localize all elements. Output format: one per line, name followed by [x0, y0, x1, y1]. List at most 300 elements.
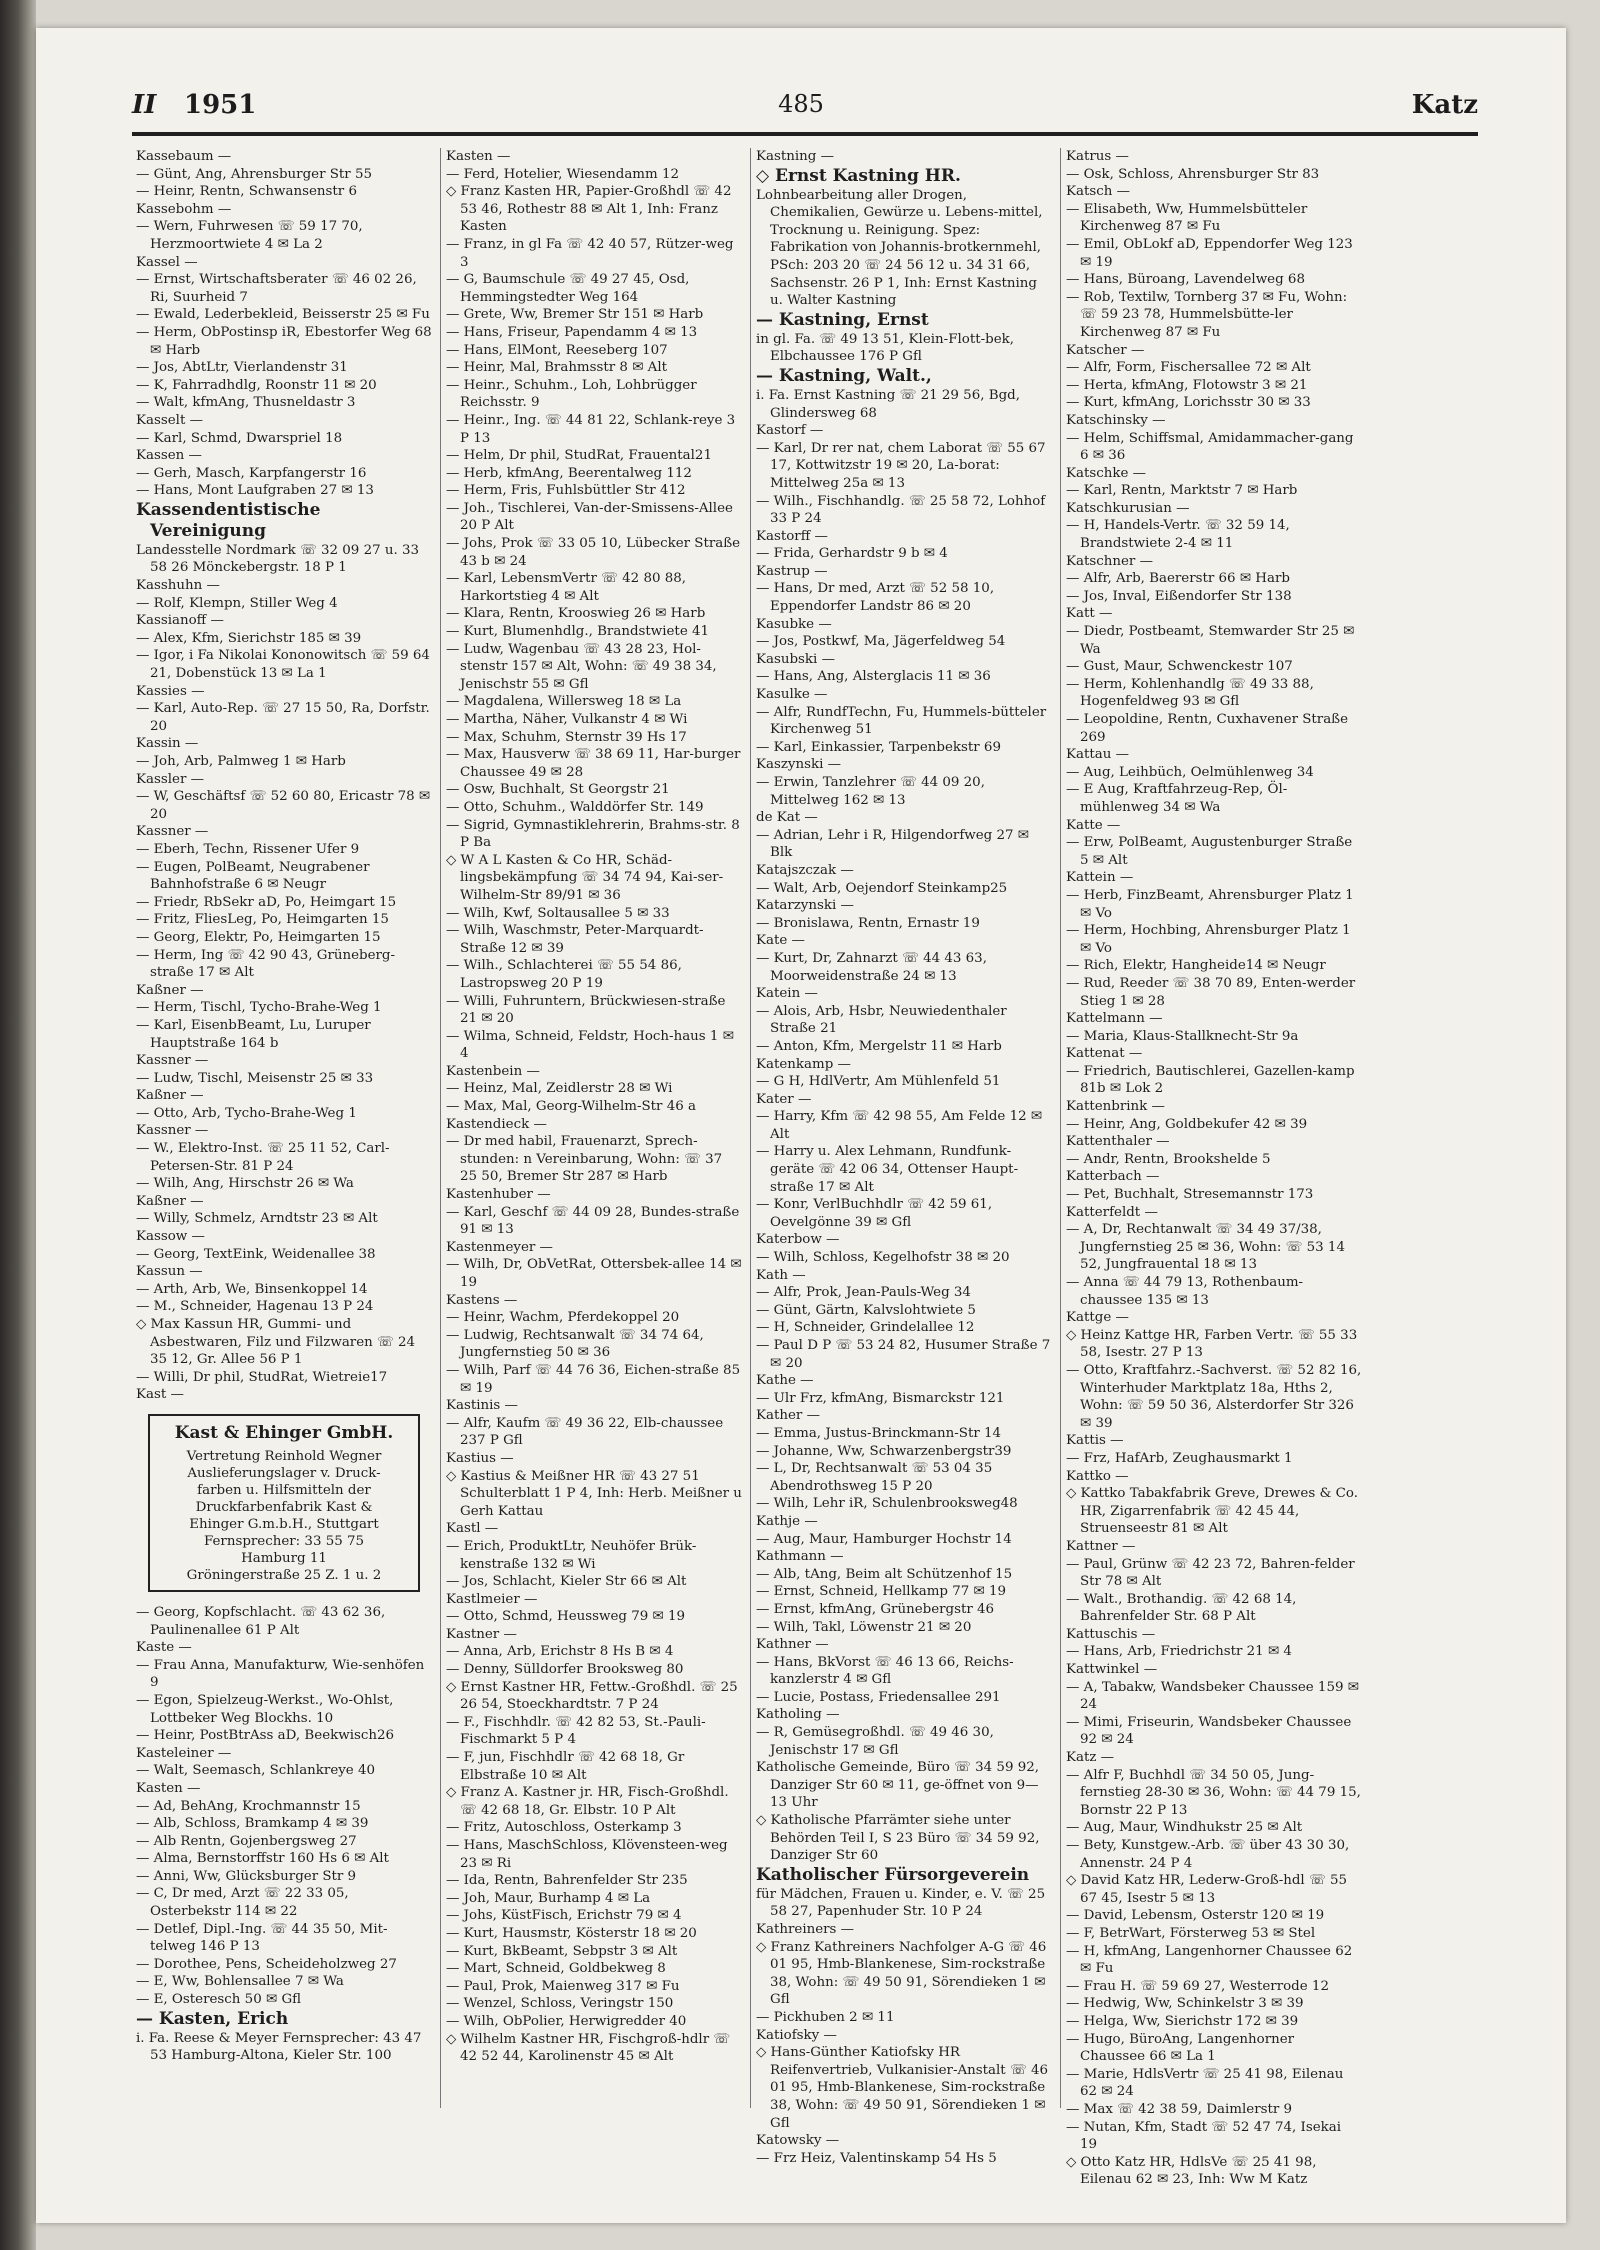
directory-entry: — Konr, VerlBuchhdlr ☏ 42 59 61, Oevelgönne 39 ✉ Gfl — [756, 1197, 993, 1230]
directory-entry: Katowsky — — [756, 2133, 840, 2149]
directory-entry: — Rich, Elektr, Hangheide14 ✉ Neugr — [1066, 958, 1326, 974]
directory-entry: Kathmann — — [756, 1549, 844, 1565]
directory-entry: Kassow — — [136, 1229, 205, 1245]
directory-entry: Kastenhuber — — [446, 1187, 551, 1203]
directory-entry: — Karl, Schmd, Dwarspriel 18 — [136, 430, 343, 446]
directory-entry: — F., Fischhdlr. ☏ 42 82 53, St.-Pauli-Fischmarkt 5 P 4 — [446, 1714, 706, 1748]
directory-entry: — Leopoldine, Rentn, Cuxhavener Straße 269 — [1066, 712, 1349, 745]
directory-entry: Kathner — — [756, 1637, 829, 1653]
directory-entry: — E, Ww, Bohlensallee 7 ✉ Wa — [136, 1974, 344, 1990]
directory-entry: Kassel — — [136, 254, 198, 270]
directory-entry: — Karl, Auto-Rep. ☏ 27 15 50, Ra, Dorfstr. 20 — [136, 701, 430, 734]
directory-entry: — Maria, Klaus-Stallknecht-Str 9a — [1066, 1028, 1299, 1044]
directory-entry: — Willi, Dr phil, StudRat, Wietreie17 — [136, 1369, 388, 1385]
directory-entry: — Jos, Postkwf, Ma, Jägerfeldweg 54 — [756, 634, 1006, 650]
directory-entry: — Günt, Gärtn, Kalvslohtwiete 5 — [756, 1302, 976, 1318]
directory-entry: ◇ Heinz Kattge HR, Farben Vertr. ☏ 55 33 58, Isestr. 27 P 13 — [1066, 1327, 1358, 1361]
page-header — [96, 90, 1506, 138]
directory-entry: — Walt., Brothandig. ☏ 42 68 14, Bahrenfelder Str. 68 P Alt — [1066, 1591, 1297, 1625]
directory-entry: — Wilh, Schloss, Kegelhofstr 38 ✉ 20 — [756, 1250, 1010, 1266]
directory-entry: — Helm, Dr phil, StudRat, Frauental21 — [446, 448, 712, 464]
directory-entry: — Sigrid, Gymnastiklehrerin, Brahms-str. 8 P Ba — [446, 817, 740, 851]
directory-entry: — Heinr, Rentn, Schwansenstr 6 — [136, 184, 357, 200]
directory-entry: — Alois, Arb, Hsbr, Neuwiedenthaler Straße 21 — [756, 1003, 1007, 1037]
directory-entry: Kasubke — — [756, 616, 832, 632]
directory-entry: — Gust, Maur, Schwenckestr 107 — [1066, 659, 1293, 675]
directory-entry: Kasulke — — [756, 687, 828, 703]
directory-entry: — Frau Anna, Manufakturw, Wie-senhöfen 9 — [136, 1657, 425, 1691]
directory-entry: — Joh, Arb, Palmweg 1 ✉ Harb — [136, 754, 346, 769]
directory-entry: — Paul, Prok, Maienweg 317 ✉ Fu — [446, 1978, 680, 1994]
column-divider — [440, 148, 441, 2108]
directory-entry: — Günt, Ang, Ahrensburger Str 55 — [136, 166, 372, 182]
directory-entry: Kattenthaler — — [1066, 1134, 1170, 1150]
directory-entry: — Walt, Arb, Oejendorf Steinkamp25 — [756, 880, 1008, 896]
directory-entry: — Lucie, Postass, Friedensallee 291 — [756, 1689, 1001, 1705]
directory-entry: in gl. Fa. ☏ 49 13 51, Klein-Flott-bek, Elbchaussee 176 P Gfl — [756, 331, 1014, 365]
directory-entry: — H, kfmAng, Langenhorner Chaussee 62 ✉ Fu — [1066, 1943, 1353, 1977]
directory-entry: — G, Baumschule ☏ 49 27 45, Osd, Hemmingstedter Weg 164 — [446, 272, 690, 305]
directory-entry: — Alfr, Kaufm ☏ 49 36 22, Elb-chaussee 237 P Gfl — [446, 1415, 724, 1449]
directory-entry: — Karl, EisenbBeamt, Lu, Luruper Hauptstraße 164 b — [136, 1017, 371, 1051]
directory-entry: Katenkamp — — [756, 1056, 851, 1072]
directory-entry: Kastorf — — [756, 423, 824, 439]
directory-entry: — R, Gemüsegroßhdl. ☏ 49 46 30, Jenischstr 17 ✉ Gfl — [756, 1725, 994, 1758]
directory-entry: Katscher — — [1066, 342, 1145, 358]
directory-entry: — Hans, Friseur, Papendamm 4 ✉ 13 — [446, 324, 698, 340]
directory-entry: — Wilh, Kwf, Soltausallee 5 ✉ 33 — [446, 905, 670, 921]
directory-entry: — Hans, Ang, Alsterglacis 11 ✉ 36 — [756, 669, 991, 685]
directory-entry: Katholing — — [756, 1707, 840, 1723]
directory-entry: — Kastning, Walt., — [756, 365, 932, 386]
directory-entry: — Nutan, Kfm, Stadt ☏ 52 47 74, Isekai 19 — [1066, 2119, 1342, 2153]
column-1 — [136, 148, 432, 2108]
directory-entry: — Alma, Bernstorffstr 160 Hs 6 ✉ Alt — [136, 1851, 389, 1867]
directory-entry: — Kurt, Dr, Zahnarzt ☏ 44 43 63, Moorweidenstraße 24 ✉ 13 — [756, 950, 987, 984]
directory-entry: Kattau — — [1066, 747, 1130, 763]
directory-entry: Katsch — — [1066, 184, 1131, 200]
directory-entry: — Max, Schuhm, Sternstr 39 Hs 17 — [446, 729, 687, 745]
directory-entry: — F, jun, Fischhdlr ☏ 42 68 18, Gr Elbstraße 10 ✉ Alt — [446, 1750, 685, 1783]
directory-entry: Kattner — — [1066, 1538, 1136, 1554]
directory-entry: — Dr med habil, Frauenarzt, Sprech-stunden: n Vereinbarung, Wohn: ☏ 37 25 50, Bremer Str 287 ✉ Harb — [446, 1134, 723, 1185]
ad-lines — [158, 1448, 410, 1584]
directory-entry: — Kastning, Ernst — [756, 309, 929, 330]
directory-entry: Kassendentistische Vereinigung — [136, 499, 321, 541]
directory-entry: ◇ W A L Kasten & Co HR, Schäd-lingsbekämpfung ☏ 34 74 94, Kai-ser-Wilhelm-Str 89/91 ✉ 36 — [446, 852, 724, 903]
directory-entry: Katholische Gemeinde, Büro ☏ 34 59 92, Danziger Str 60 ✉ 11, ge-öffnet von 9—13 Uhr — [756, 1760, 1040, 1811]
directory-entry: — Karl, Dr rer nat, chem Laborat ☏ 55 67 17, Kottwitzstr 19 ✉ 20, La-borat: Mittelweg 25a ✉ 13 — [756, 440, 1046, 491]
directory-entry: — Ad, BehAng, Krochmannstr 15 — [136, 1798, 361, 1814]
directory-entry: — Anna ☏ 44 79 13, Rothenbaum-chaussee 135 ✉ 13 — [1066, 1275, 1304, 1308]
directory-entry: — Ernst, Wirtschaftsberater ☏ 46 02 26, Ri, Suurheid 7 — [136, 272, 417, 305]
directory-entry: Kastinis — — [446, 1398, 518, 1414]
directory-entry: Katarzynski — — [756, 898, 854, 914]
directory-entry: ◇ Kattko Tabakfabrik Greve, Drewes & Co. HR, Zigarrenfabrik ☏ 42 45 44, Struenseestr 81 ✉ Alt — [1066, 1486, 1358, 1537]
directory-entry: — Hans, ElMont, Reeseberg 107 — [446, 342, 668, 358]
directory-entry: — Wern, Fuhrwesen ☏ 59 17 70, Herzmoortwiete 4 ✉ La 2 — [136, 219, 363, 252]
directory-entry: — Herb, kfmAng, Beerentalweg 112 — [446, 465, 692, 481]
directory-entry: — Heinr., Schuhm., Loh, Lohbrügger Reichsstr. 9 — [446, 377, 697, 411]
column-entries — [446, 148, 742, 2066]
directory-entry: — Hans, Dr med, Arzt ☏ 52 58 10, Eppendorfer Landstr 86 ✉ 20 — [756, 581, 995, 615]
directory-entry: — Friedrich, Bautischlerei, Gazellen-kamp 81b ✉ Lok 2 — [1066, 1063, 1355, 1097]
directory-entry: — Otto, Arb, Tycho-Brahe-Weg 1 — [136, 1105, 357, 1121]
directory-entry: — Harry, Kfm ☏ 42 98 55, Am Felde 12 ✉ Alt — [756, 1109, 1043, 1142]
directory-entry: Kassler — — [136, 771, 204, 787]
directory-entry: — Heinr, Ang, Goldbekufer 42 ✉ 39 — [1066, 1116, 1308, 1132]
directory-entry: Kassies — — [136, 683, 205, 699]
ad-line: Druckfarbenfabrik Kast & — [195, 1499, 373, 1515]
directory-entry: Katajszczak — — [756, 862, 854, 878]
directory-entry: Kastlmeier — — [446, 1591, 538, 1607]
directory-entry: — Wenzel, Schloss, Veringstr 150 — [446, 1996, 674, 2012]
directory-entry: ◇ Otto Katz HR, HdlsVe ☏ 25 41 98, Eilenau 62 ✉ 23, Inh: Ww M Katz — [1066, 2154, 1317, 2188]
directory-entry: Kattenbrink — — [1066, 1099, 1165, 1115]
directory-entry: — Alfr F, Buchhdl ☏ 34 50 05, Jung-fernstieg 28-30 ✉ 36, Wohn: ☏ 44 79 15, Bornstr 22 P 13 — [1066, 1767, 1361, 1818]
directory-entry: — Georg, Elektr, Po, Heimgarten 15 — [136, 929, 381, 945]
directory-entry: — Max ☏ 42 38 59, Daimlerstr 9 — [1066, 2101, 1293, 2117]
directory-entry: — Ewald, Lederbekleid, Beisserstr 25 ✉ Fu — [136, 307, 430, 323]
directory-entry: — Karl, Geschf ☏ 44 09 28, Bundes-straße 91 ✉ 13 — [446, 1204, 740, 1238]
directory-entry: — Wilh, Lehr iR, Schulenbrooksweg48 — [756, 1496, 1018, 1512]
directory-entry: Kasselt — — [136, 412, 203, 428]
directory-entry: Kassun — — [136, 1264, 203, 1280]
directory-entry: Kastens — — [446, 1292, 518, 1308]
directory-entry: Katrus — — [1066, 149, 1129, 164]
directory-entry: — A, Tabakw, Wandsbeker Chaussee 159 ✉ 24 — [1066, 1679, 1359, 1713]
directory-entry: Kassebaum — — [136, 149, 232, 164]
directory-entry: — Eugen, PolBeamt, Neugrabener Bahnhofstraße 6 ✉ Neugr — [136, 859, 370, 893]
directory-entry: — Karl, Einkassier, Tarpenbekstr 69 — [756, 739, 1001, 755]
directory-entry: Kattko — — [1066, 1468, 1129, 1484]
directory-entry: — Hans, Büroang, Lavendelweg 68 — [1066, 272, 1305, 288]
directory-entry: — Diedr, Postbeamt, Stemwarder Str 25 ✉ Wa — [1066, 624, 1355, 657]
directory-entry: — Kurt, Hausmstr, Kösterstr 18 ✉ 20 — [446, 1925, 697, 1941]
directory-entry: — Alb, tAng, Beim alt Schützenhof 15 — [756, 1566, 1013, 1582]
directory-entry: Kasteleiner — — [136, 1745, 232, 1761]
year: 1951 — [184, 90, 257, 120]
directory-entry: — Herta, kfmAng, Flotowstr 3 ✉ 21 — [1066, 377, 1308, 393]
directory-entry: Katterfeldt — — [1066, 1204, 1158, 1220]
directory-entry: — Magdalena, Willersweg 18 ✉ La — [446, 694, 682, 710]
advertisement-box — [148, 1414, 420, 1592]
directory-entry: — Kasten, Erich — [136, 2008, 289, 2029]
directory-entry: — Max, Hausverw ☏ 38 69 11, Har-burger Chaussee 49 ✉ 28 — [446, 747, 741, 780]
directory-entry: — Erw, PolBeamt, Augustenburger Straße 5 ✉ Alt — [1066, 835, 1353, 868]
directory-entry: — Anton, Kfm, Mergelstr 11 ✉ Harb — [756, 1038, 1002, 1054]
directory-entry: Kattge — — [1066, 1310, 1129, 1326]
directory-entry: — Egon, Spielzeug-Werkst., Wo-Ohlst, Lottbeker Weg Blockhs. 10 — [136, 1692, 394, 1726]
directory-entry: — Heinr., Ing. ☏ 44 81 22, Schlank-reye 3 P 13 — [446, 412, 736, 446]
directory-entry: — W, Geschäftsf ☏ 52 60 80, Ericastr 78 ✉ 20 — [136, 789, 431, 822]
ad-line: Gröningerstraße 25 Z. 1 u. 2 — [186, 1567, 382, 1583]
directory-entry: — Hans, Mont Laufgraben 27 ✉ 13 — [136, 483, 374, 499]
directory-entry: für Mädchen, Frauen u. Kinder, e. V. ☏ 25 58 27, Papenhuder Str. 10 P 24 — [756, 1886, 1046, 1920]
directory-entry: — K, Fahrradhdlg, Roonstr 11 ✉ 20 — [136, 377, 377, 393]
directory-entry: — Alb, Schloss, Bramkamp 4 ✉ 39 — [136, 1816, 369, 1832]
directory-entry: — Johs, Prok ☏ 33 05 10, Lübecker Straße 43 b ✉ 24 — [446, 536, 741, 569]
directory-entry: — H, Handels-Vertr. ☏ 32 59 14, Brandstwiete 2-4 ✉ 11 — [1066, 518, 1290, 552]
directory-entry: ◇ Hans-Günther Katiofsky HR Reifenvertrieb, Vulkanisier-Anstalt ☏ 46 01 95, Hmb-Blankenese, Sim-rockstraße 38, Wohn: ☏ 49 50 91, Sörendieken 1 ✉ Gfl — [756, 2045, 1048, 2131]
directory-entry: Kattuschis — — [1066, 1626, 1156, 1642]
directory-entry: — Herm, Fris, Fuhlsbüttler Str 412 — [446, 483, 686, 499]
directory-entry: — Willy, Schmelz, Arndtstr 23 ✉ Alt — [136, 1211, 378, 1227]
directory-entry: — Alfr, RundfTechn, Fu, Hummels-bütteler Kirchenweg 51 — [756, 704, 1047, 738]
directory-entry: — Rud, Reeder ☏ 38 70 89, Enten-werder Stieg 1 ✉ 28 — [1066, 975, 1356, 1009]
directory-entry: ◇ Franz A. Kastner jr. HR, Fisch-Großhdl. ☏ 42 68 18, Gr. Elbstr. 10 P Alt — [446, 1785, 729, 1818]
directory-entry: — Marie, HdlsVertr ☏ 25 41 98, Eilenau 62 ✉ 24 — [1066, 2066, 1344, 2100]
directory-entry: Katschke — — [1066, 465, 1147, 481]
directory-entry: — Pet, Buchhalt, Stresemannstr 173 — [1066, 1187, 1314, 1203]
directory-entry: Kast — — [136, 1387, 184, 1403]
column-entries-after-ad — [136, 1604, 432, 2065]
directory-entry: ◇ Franz Kathreiners Nachfolger A-G ☏ 46 01 95, Hmb-Blankenese, Sim-rockstraße 38, Wohn: ☏ 49 50 91, Sörendieken 1 ✉ Gfl — [756, 1939, 1047, 2008]
directory-entry: — Alfr, Form, Fischersallee 72 ✉ Alt — [1066, 360, 1311, 376]
directory-entry: Kasten — — [446, 149, 511, 164]
directory-entry: — Erich, ProduktLtr, Neuhöfer Brük-kenstraße 132 ✉ Wi — [446, 1538, 697, 1572]
directory-entry: — E Aug, Kraftfahrzeug-Rep, Öl-mühlenweg 34 ✉ Wa — [1066, 782, 1288, 815]
directory-entry: — Alfr, Arb, Baererstr 66 ✉ Harb — [1066, 571, 1290, 587]
directory-entry: Kattelmann — — [1066, 1011, 1163, 1027]
directory-entry: — Frau H. ☏ 59 69 27, Westerrode 12 — [1066, 1978, 1329, 1994]
directory-entry: Kastning — — [756, 149, 834, 164]
directory-entry: — Heinr, Mal, Brahmsstr 8 ✉ Alt — [446, 360, 668, 376]
directory-entry: Katerbow — — [756, 1232, 840, 1248]
directory-entry: i. Fa. Reese & Meyer Fernsprecher: 43 47 53 Hamburg-Altona, Kieler Str. 100 — [136, 2030, 422, 2064]
ad-line: Ehinger G.m.b.H., Stuttgart — [189, 1516, 379, 1532]
column-3 — [756, 148, 1052, 2166]
directory-entry: — Ludwig, Rechtsanwalt ☏ 34 74 64, Jungfernstieg 50 ✉ 36 — [446, 1327, 704, 1361]
directory-entry: Kassner — — [136, 1123, 209, 1139]
directory-entry: Kaszynski — — [756, 757, 842, 773]
directory-entry: Kastius — — [446, 1450, 514, 1466]
directory-entry: Kath — — [756, 1267, 806, 1283]
directory-entry: Lohnbearbeitung aller Drogen, Chemikalien, Gewürze u. Lebens-mittel, Trocknung u. Reinigung. Spez: Fabrikation von Johannis-brotkernmehl, PSch: 203 20 ☏ 24 56 12 u. 34 31 66, Sachsenstr. 26 P 1, Inh: Ernst Kastning u. Walter Kastning — [756, 187, 1043, 309]
directory-entry: — Wilh., Schlachterei ☏ 55 54 86, Lastropsweg 20 P 19 — [446, 958, 682, 991]
directory-entry: — Alb Rentn, Gojenbergsweg 27 — [136, 1833, 357, 1849]
directory-entry: i. Fa. Ernst Kastning ☏ 21 29 56, Bgd, Glindersweg 68 — [756, 387, 1020, 421]
directory-entry: ◇ Kastius & Meißner HR ☏ 43 27 51 Schulterblatt 1 P 4, Inh: Herb. Meißner u Gerh Kattau — [446, 1468, 742, 1519]
directory-entry: — Joh, Maur, Burhamp 4 ✉ La — [446, 1890, 651, 1906]
directory-entry: Kassin — — [136, 736, 199, 752]
directory-entry: — Klara, Rentn, Krooswieg 26 ✉ Harb — [446, 606, 706, 622]
directory-entry: — Fritz, FliesLeg, Po, Heimgarten 15 — [136, 912, 389, 928]
directory-entry: — Jos, AbtLtr, Vierlandenstr 31 — [136, 360, 348, 376]
directory-entry: — Erwin, Tanzlehrer ☏ 44 09 20, Mittelweg 162 ✉ 13 — [756, 775, 985, 808]
directory-entry: — Wilma, Schneid, Feldstr, Hoch-haus 1 ✉ 4 — [446, 1028, 734, 1062]
directory-entry: — Franz, in gl Fa ☏ 42 40 57, Rützer-weg 3 — [446, 236, 734, 270]
directory-entry: — Dorothee, Pens, Scheideholzweg 27 — [136, 1956, 397, 1972]
directory-entry: — Rolf, Klempn, Stiller Weg 4 — [136, 595, 338, 611]
directory-entry: — Wilh., Fischhandlg. ☏ 25 58 72, Lohhof 33 P 24 — [756, 493, 1046, 527]
directory-entry: — Bety, Kunstgew.-Arb. ☏ über 43 30 30, Annenstr. 24 P 4 — [1066, 1838, 1350, 1871]
directory-entry: — Frz Heiz, Valentinskamp 54 Hs 5 — [756, 2150, 997, 2166]
directory-entry: — Wilh, Waschmstr, Peter-Marquardt-Straße 12 ✉ 39 — [446, 923, 704, 956]
directory-entry: — Walt, kfmAng, Thusneldastr 3 — [136, 395, 356, 411]
directory-entry: — Ludw, Tischl, Meisenstr 25 ✉ 33 — [136, 1070, 374, 1086]
directory-entry: — Ida, Rentn, Bahrenfelder Str 235 — [446, 1873, 688, 1889]
directory-entry: — Georg, TextEink, Weidenallee 38 — [136, 1246, 376, 1262]
directory-entry: Kathreiners — — [756, 1922, 855, 1937]
directory-entry: Kassen — — [136, 448, 202, 464]
directory-entry: — Herm, Ing ☏ 42 90 43, Grüneberg-straße 17 ✉ Alt — [136, 947, 396, 981]
directory-entry: Katein — — [756, 986, 818, 1002]
directory-entry: Kastner — — [446, 1626, 517, 1642]
directory-entry: — Harry u. Alex Lehmann, Rundfunk-geräte ☏ 42 06 34, Ottenser Haupt-straße 17 ✉ Alt — [756, 1144, 1019, 1195]
directory-entry: Kattein — — [1066, 870, 1134, 886]
directory-entry: — H, Schneider, Grindelallee 12 — [756, 1320, 975, 1336]
directory-entry: — Eberh, Techn, Rissener Ufer 9 — [136, 841, 360, 857]
directory-entry: — Emma, Justus-Brinckmann-Str 14 — [756, 1425, 1002, 1441]
directory-entry: — Gerh, Masch, Karpfangerstr 16 — [136, 465, 367, 481]
directory-entry: — G H, HdlVertr, Am Mühlenfeld 51 — [756, 1074, 1001, 1090]
directory-entry: — Kurt, BkBeamt, Sebpstr 3 ✉ Alt — [446, 1943, 678, 1959]
directory-entry: Kattis — — [1066, 1433, 1124, 1449]
directory-entry: — Pickhuben 2 ✉ 11 — [756, 2009, 895, 2025]
directory-entry: Kasshuhn — — [136, 578, 220, 594]
directory-entry: Katschkurusian — — [1066, 500, 1190, 516]
directory-entry: Kate — — [756, 933, 805, 949]
directory-entry: — Ernst, kfmAng, Grünebergstr 46 — [756, 1601, 995, 1617]
directory-entry: — Paul, Grünw ☏ 42 23 72, Bahren-felder Str 78 ✉ Alt — [1066, 1556, 1355, 1590]
directory-entry: — M., Schneider, Hagenau 13 P 24 — [136, 1299, 374, 1315]
directory-entry: Katt — — [1066, 606, 1113, 622]
directory-entry: — A, Dr, Rechtanwalt ☏ 34 49 37/38, Jungfernstieg 25 ✉ 36, Wohn: ☏ 53 14 52, Jungfrauental 18 ✉ 13 — [1066, 1222, 1345, 1273]
directory-entry: Kasten — — [136, 1780, 201, 1796]
directory-entry: — Otto, Schuhm., Walddörfer Str. 149 — [446, 799, 704, 815]
directory-entry: — Mart, Schneid, Goldbekweg 8 — [446, 1961, 666, 1977]
directory-entry: — Wilh, Dr, ObVetRat, Ottersbek-allee 14 ✉ 19 — [446, 1257, 742, 1290]
column-entries — [136, 148, 432, 1404]
directory-entry: Katschinsky — — [1066, 412, 1166, 428]
directory-entry: Kassner — — [136, 1053, 209, 1069]
directory-entry: — Ernst, Schneid, Hellkamp 77 ✉ 19 — [756, 1584, 1007, 1600]
directory-entry: Katterbach — — [1066, 1169, 1160, 1185]
directory-entry: — Johanne, Ww, Schwarzenbergstr39 — [756, 1443, 1012, 1459]
directory-entry: — Walt, Seemasch, Schlankreye 40 — [136, 1763, 376, 1779]
directory-entry: — Hans, Arb, Friedrichstr 21 ✉ 4 — [1066, 1644, 1292, 1660]
column-entries — [1066, 148, 1362, 2189]
directory-entry: — Ulr Frz, kfmAng, Bismarckstr 121 — [756, 1390, 1005, 1406]
directory-entry: — Friedr, RbSekr aD, Po, Heimgart 15 — [136, 894, 397, 910]
directory-entry: — Willi, Fuhruntern, Brückwiesen-straße 21 ✉ 20 — [446, 993, 726, 1027]
directory-entry: Kather — — [756, 1408, 820, 1424]
directory-entry: — Heinr, Wachm, Pferdekoppel 20 — [446, 1310, 680, 1326]
directory-entry: — Osw, Buchhalt, St Georgstr 21 — [446, 782, 670, 798]
ad-title: Kast & Ehinger GmbH. — [174, 1422, 394, 1443]
directory-entry: — Anna, Arb, Erichstr 8 Hs B ✉ 4 — [446, 1644, 674, 1660]
directory-entry: — Alex, Kfm, Sierichstr 185 ✉ 39 — [136, 630, 362, 646]
directory-entry: — Kurt, Blumenhdlg., Brandstwiete 41 — [446, 624, 710, 640]
directory-entry: — Fritz, Autoschloss, Osterkamp 3 — [446, 1820, 682, 1836]
directory-entry: — Wilh, Parf ☏ 44 76 36, Eichen-straße 85 ✉ 19 — [446, 1362, 741, 1396]
directory-entry: Kaßner — — [136, 1088, 204, 1104]
directory-entry: — Elisabeth, Ww, Hummelsbütteler Kirchenweg 87 ✉ Fu — [1066, 201, 1308, 235]
directory-entry: — F, BetrWart, Försterweg 53 ✉ Stel — [1066, 1925, 1316, 1941]
directory-entry: Kasubski — — [756, 651, 835, 667]
ad-line: Hamburg 11 — [241, 1550, 327, 1566]
directory-entry: — W., Elektro-Inst. ☏ 25 11 52, Carl-Petersen-Str. 81 P 24 — [136, 1141, 390, 1174]
directory-page — [36, 28, 1566, 2223]
directory-entry: de Kat — — [756, 810, 818, 826]
directory-entry: — Helga, Ww, Sierichstr 172 ✉ 39 — [1066, 2013, 1299, 2029]
directory-entry: — Herm, ObPostinsp iR, Ebestorfer Weg 68 ✉ Harb — [136, 324, 432, 358]
directory-entry: — Hugo, BüroAng, Langenhorner Chaussee 66 ✉ La 1 — [1066, 2031, 1295, 2065]
directory-entry: — Denny, Sülldorfer Brooksweg 80 — [446, 1662, 684, 1678]
directory-entry: — Ludw, Wagenbau ☏ 43 28 23, Hol-stenstr 157 ✉ Alt, Wohn: ☏ 49 38 34, Jenischstr 55 ✉ Gfl — [446, 641, 717, 692]
directory-entry: Landesstelle Nordmark ☏ 32 09 27 u. 33 58 26 Mönckebergstr. 18 P 1 — [136, 542, 420, 576]
directory-entry: Kastl — — [446, 1521, 499, 1537]
directory-entry: ◇ Ernst Kastning HR. — [756, 165, 961, 186]
directory-entry: Kassner — — [136, 824, 209, 840]
directory-entry: — Aug, Maur, Hamburger Hochstr 14 — [756, 1531, 1012, 1547]
directory-entry: — Bronislawa, Rentn, Ernastr 19 — [756, 915, 980, 931]
directory-entry: — Jos, Inval, Eißendorfer Str 138 — [1066, 588, 1292, 604]
column-entries — [756, 148, 1052, 2167]
directory-entry: ◇ Franz Kasten HR, Papier-Großhdl ☏ 42 53 46, Rothestr 88 ✉ Alt 1, Inh: Franz Kasten — [446, 184, 732, 235]
directory-entry: Kassianoff — — [136, 613, 224, 629]
directory-entry: — Martha, Näher, Vulkanstr 4 ✉ Wi — [446, 712, 688, 727]
directory-entry: — Max, Mal, Georg-Wilhelm-Str 46 a — [446, 1099, 696, 1115]
directory-entry: — Aug, Leihbüch, Oelmühlenweg 34 — [1066, 764, 1314, 780]
directory-entry: — Rob, Textilw, Tornberg 37 ✉ Fu, Wohn: ☏ 59 23 78, Hummelsbütte-ler Kirchenweg 87 ✉ Fu — [1066, 289, 1348, 340]
column-divider — [750, 148, 751, 2108]
directory-entry: ◇ Katholische Pfarrämter siehe unter Behörden Teil I, S 23 Büro ☏ 34 59 92, Danziger Str 60 — [756, 1813, 1040, 1864]
ad-line: farben u. Hilfsmitteln der — [197, 1482, 371, 1498]
directory-entry: — Hedwig, Ww, Schinkelstr 3 ✉ 39 — [1066, 1996, 1304, 2012]
directory-entry: Katz — — [1066, 1750, 1115, 1766]
directory-entry: — Wilh, Ang, Hirschstr 26 ✉ Wa — [136, 1176, 354, 1192]
directory-entry: Kattenat — — [1066, 1046, 1143, 1062]
ad-line: Auslieferungslager v. Druck- — [187, 1465, 381, 1481]
directory-entry: — Igor, i Fa Nikolai Kononowitsch ☏ 59 64 21, Dobenstück 13 ✉ La 1 — [136, 648, 430, 682]
directory-entry: Kassebohm — — [136, 201, 232, 217]
page-number: 485 — [778, 90, 824, 118]
directory-entry: Kastendieck — — [446, 1116, 547, 1132]
directory-entry: Kaßner — — [136, 982, 204, 998]
directory-entry: — Frz, HafArb, Zeughausmarkt 1 — [1066, 1450, 1293, 1466]
directory-entry: Katte — — [1066, 817, 1121, 833]
directory-entry: — Heinr, PostBtrAss aD, Beekwisch26 — [136, 1728, 395, 1744]
directory-entry: — Emil, ObLokf aD, Eppendorfer Weg 123 ✉ 19 — [1066, 236, 1353, 270]
directory-entry: — Wilh, Takl, Löwenstr 21 ✉ 20 — [756, 1619, 972, 1635]
directory-entry: ◇ David Katz HR, Lederw-Groß-hdl ☏ 55 67 45, Isestr 5 ✉ 13 — [1066, 1873, 1348, 1906]
directory-entry: Kathje — — [756, 1513, 818, 1529]
column-divider — [1060, 148, 1061, 2108]
directory-entry: — Mimi, Friseurin, Wandsbeker Chaussee 92 ✉ 24 — [1066, 1714, 1352, 1748]
directory-entry: Kater — — [756, 1091, 812, 1107]
directory-entry: Kathe — — [756, 1373, 814, 1389]
directory-entry: — Herm, Hochbing, Ahrensburger Platz 1 ✉ Vo — [1066, 923, 1351, 956]
column-2 — [446, 148, 742, 2108]
scan-binding-edge — [0, 0, 36, 2250]
directory-entry: — Andr, Rentn, Brookshelde 5 — [1066, 1151, 1271, 1167]
directory-entry: — Karl, LebensmVertr ☏ 42 80 88, Harkortstieg 4 ✉ Alt — [446, 571, 687, 604]
volume-number: II — [132, 90, 157, 120]
directory-entry: — Otto, Schmd, Heussweg 79 ✉ 19 — [446, 1609, 686, 1625]
directory-entry: Kaste — — [136, 1640, 192, 1656]
directory-entry: — L, Dr, Rechtsanwalt ☏ 53 04 35 Abendrothsweg 15 P 20 — [756, 1461, 993, 1494]
directory-entry: — Herm, Tischl, Tycho-Brahe-Weg 1 — [136, 1000, 382, 1016]
directory-entry: — Ferd, Hotelier, Wiesendamm 12 — [446, 166, 679, 182]
directory-entry: ◇ Wilhelm Kastner HR, Fischgroß-hdlr ☏ 42 52 44, Karolinenstr 45 ✉ Alt — [446, 2031, 731, 2065]
directory-entry: Katholischer Fürsorgeverein — [756, 1864, 1030, 1885]
directory-entry: Katschner — — [1066, 553, 1153, 569]
directory-entry: — Helm, Schiffsmal, Amidammacher-gang 6 ✉ 36 — [1066, 430, 1354, 464]
directory-entry: Katiofsky — — [756, 2027, 837, 2043]
directory-entry: — Wilh, ObPolier, Herwigredder 40 — [446, 2013, 687, 2029]
